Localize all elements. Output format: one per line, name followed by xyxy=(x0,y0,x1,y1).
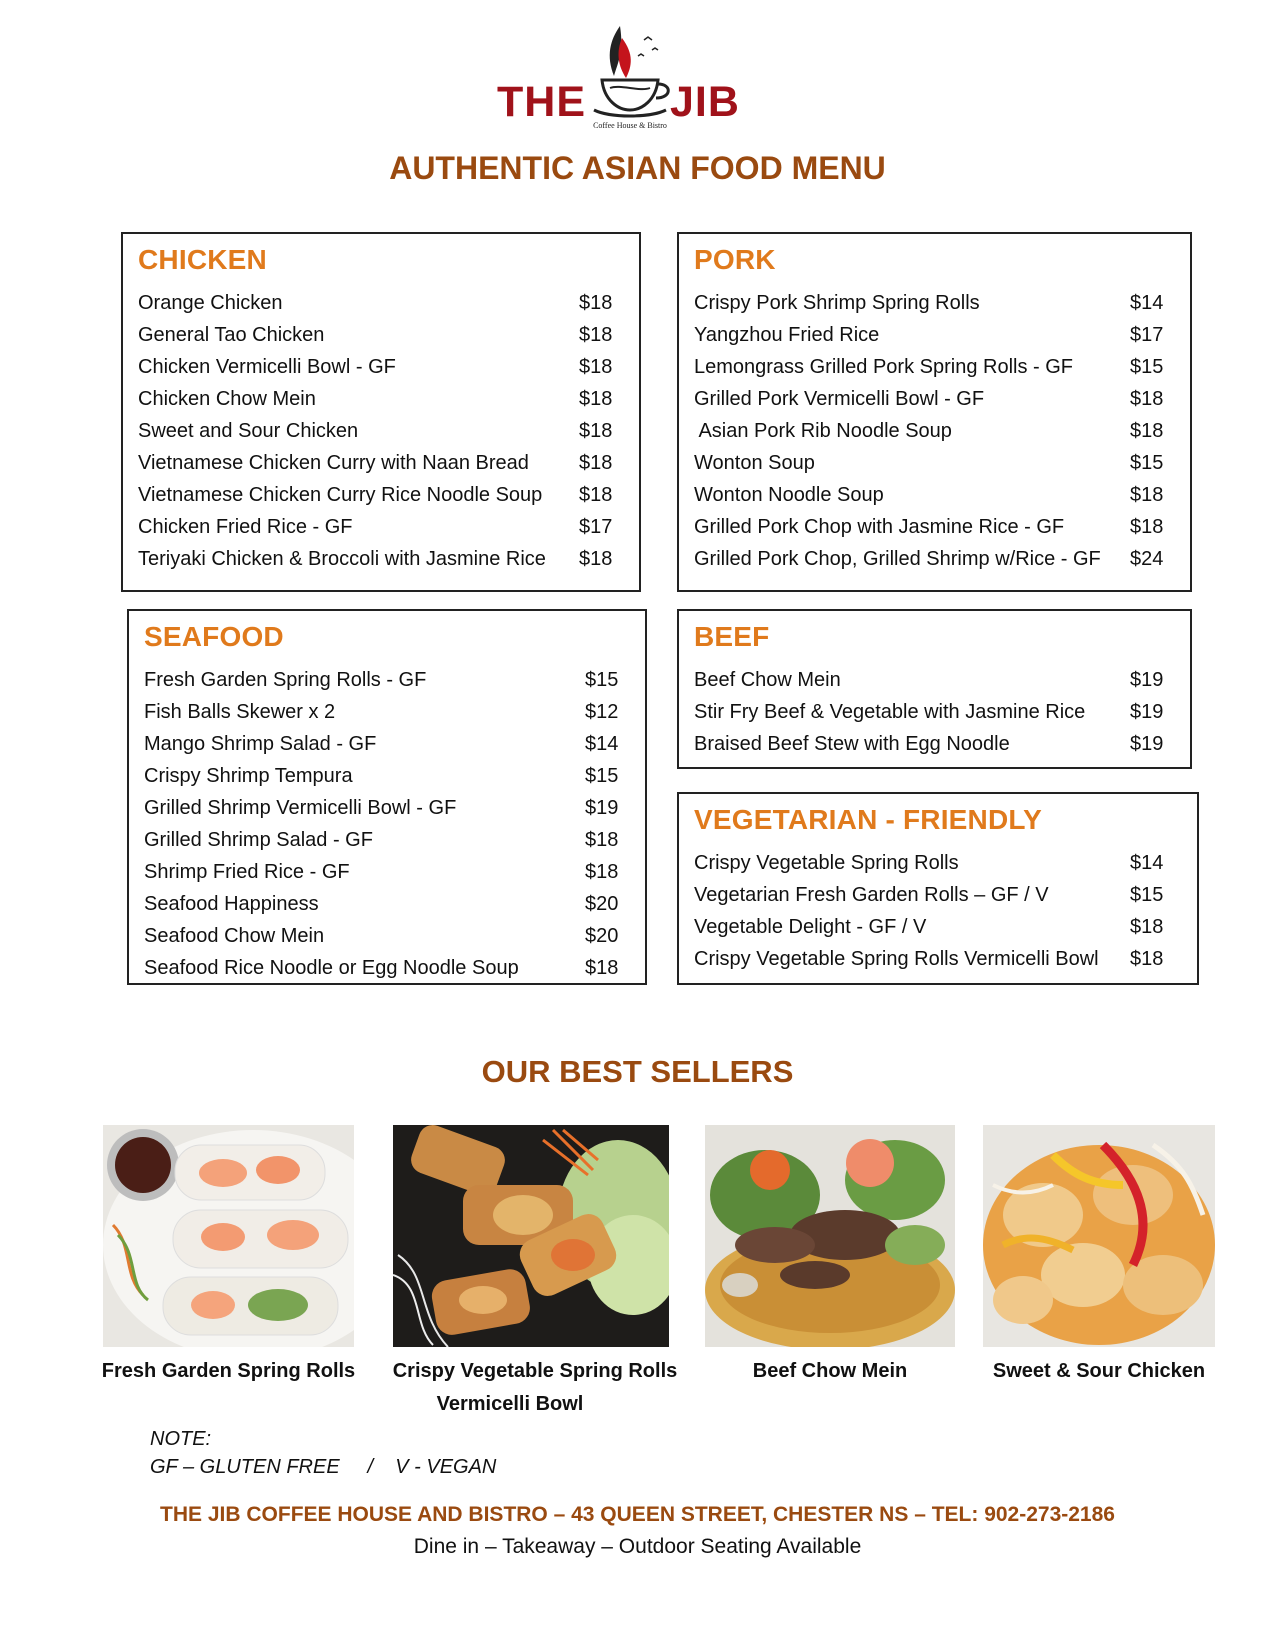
item-price: $14 xyxy=(1130,291,1164,314)
item-name: Braised Beef Stew with Egg Noodle xyxy=(694,732,1010,755)
menu-item xyxy=(144,696,625,728)
footer-address: THE JIB COFFEE HOUSE AND BISTRO – 43 QUEEN STREET, CHESTER NS – TEL: 902-273-2186 xyxy=(160,1503,1115,1526)
pork-section xyxy=(677,232,1192,592)
item-name: Crispy Vegetable Spring Rolls Vermicelli Bowl xyxy=(694,947,1099,970)
menu-item xyxy=(138,319,619,351)
item-name: Grilled Shrimp Salad - GF xyxy=(144,828,373,851)
beef-section xyxy=(677,609,1192,769)
menu-item xyxy=(694,879,1170,911)
menu-item xyxy=(138,383,619,415)
menu-item xyxy=(138,287,619,319)
logo xyxy=(480,18,780,136)
caption-text: Beef Chow Mein xyxy=(752,1360,908,1382)
item-price: $14 xyxy=(1130,851,1164,874)
caption-text: Fresh Garden Spring Rolls xyxy=(101,1360,356,1382)
menu-item xyxy=(144,824,625,856)
menu-list xyxy=(138,287,619,575)
menu-item xyxy=(144,856,625,888)
logo-tagline: Coffee House & Bistro xyxy=(593,121,667,130)
item-name: Asian Pork Rib Noodle Soup xyxy=(694,419,952,442)
section-heading: PORK xyxy=(694,244,776,275)
menu-item xyxy=(694,911,1170,943)
caption-line: Vermicelli Bowl xyxy=(436,1393,584,1415)
section-heading: SEAFOOD xyxy=(144,621,284,652)
item-name: Fish Balls Skewer x 2 xyxy=(144,700,336,723)
item-name: Crispy Shrimp Tempura xyxy=(144,764,353,787)
item-price: $17 xyxy=(1130,323,1164,346)
menu-item xyxy=(138,511,619,543)
item-name: Chicken Chow Mein xyxy=(138,387,316,410)
item-name: Shrimp Fried Rice - GF xyxy=(144,860,350,883)
menu-item xyxy=(144,920,625,952)
caption-text: Sweet & Sour Chicken xyxy=(992,1360,1206,1382)
item-name: Grilled Pork Vermicelli Bowl - GF xyxy=(694,387,985,410)
item-name: Crispy Pork Shrimp Spring Rolls xyxy=(694,291,980,314)
menu-item xyxy=(694,847,1170,879)
caption-line: Crispy Vegetable Spring Rolls xyxy=(392,1360,678,1382)
item-price: $18 xyxy=(579,547,613,570)
item-price: $18 xyxy=(1130,915,1164,938)
item-name: Crispy Vegetable Spring Rolls xyxy=(694,851,959,874)
photo-fresh-garden-spring-rolls xyxy=(103,1125,354,1347)
photo-crispy-vegetable-spring-rolls-bowl xyxy=(393,1125,669,1347)
item-price: $18 xyxy=(579,387,613,410)
note xyxy=(150,1425,496,1481)
item-price: $18 xyxy=(579,483,613,506)
item-name: Fresh Garden Spring Rolls - GF xyxy=(144,668,427,691)
chicken-section xyxy=(121,232,641,592)
menu-item xyxy=(138,415,619,447)
item-name: Beef Chow Mein xyxy=(694,668,841,691)
menu-item xyxy=(694,287,1170,319)
caption-fresh-garden-spring-rolls xyxy=(93,1355,364,1388)
item-price: $15 xyxy=(585,668,619,691)
menu-item xyxy=(138,447,619,479)
item-name: Grilled Pork Chop, Grilled Shrimp w/Rice - GF xyxy=(694,547,1101,570)
menu-item xyxy=(144,792,625,824)
item-name: Vietnamese Chicken Curry Rice Noodle Soup xyxy=(138,483,543,506)
menu-item xyxy=(144,664,625,696)
vegetarian-section xyxy=(677,792,1199,985)
menu-item xyxy=(694,351,1170,383)
item-price: $18 xyxy=(579,419,613,442)
item-name: Teriyaki Chicken & Broccoli with Jasmine Rice xyxy=(138,547,546,570)
menu-item xyxy=(138,479,619,511)
section-heading: CHICKEN xyxy=(138,244,267,275)
note-label: NOTE: xyxy=(150,1428,212,1450)
item-price: $17 xyxy=(579,515,613,538)
menu-item xyxy=(694,943,1170,975)
item-name: Vegetable Delight - GF / V xyxy=(694,915,927,938)
item-name: Seafood Happiness xyxy=(144,892,319,915)
item-name: Stir Fry Beef & Vegetable with Jasmine Rice xyxy=(694,700,1086,723)
item-price: $15 xyxy=(1130,883,1164,906)
menu-list xyxy=(144,664,625,984)
logo-word-left: THE xyxy=(497,78,586,126)
menu-list xyxy=(694,664,1170,760)
caption-crispy-vegetable-spring-rolls xyxy=(370,1355,700,1421)
item-price: $18 xyxy=(1130,515,1164,538)
item-price: $12 xyxy=(585,700,619,723)
menu-item xyxy=(694,664,1170,696)
item-price: $24 xyxy=(1130,547,1164,570)
item-name: Grilled Pork Chop with Jasmine Rice - GF xyxy=(694,515,1065,538)
item-price: $15 xyxy=(1130,355,1164,378)
item-price: $19 xyxy=(1130,732,1164,755)
item-price: $18 xyxy=(1130,419,1164,442)
menu-item xyxy=(138,543,619,575)
item-price: $19 xyxy=(1130,700,1164,723)
item-price: $18 xyxy=(579,291,613,314)
item-price: $15 xyxy=(585,764,619,787)
section-heading: VEGETARIAN - FRIENDLY xyxy=(694,804,1043,835)
section-heading: BEEF xyxy=(694,621,770,652)
item-name: Mango Shrimp Salad - GF xyxy=(144,732,377,755)
item-price: $18 xyxy=(579,355,613,378)
menu-item xyxy=(694,479,1170,511)
item-name: Sweet and Sour Chicken xyxy=(138,419,359,442)
item-name: Vietnamese Chicken Curry with Naan Bread xyxy=(138,451,529,474)
menu-item xyxy=(138,351,619,383)
item-name: Lemongrass Grilled Pork Spring Rolls - GF xyxy=(694,355,1074,378)
menu-item xyxy=(694,383,1170,415)
item-name: Orange Chicken xyxy=(138,291,283,314)
item-name: Yangzhou Fried Rice xyxy=(694,323,880,346)
photo-beef-chow-mein xyxy=(705,1125,955,1347)
item-name: Chicken Fried Rice - GF xyxy=(138,515,353,538)
menu-item xyxy=(694,728,1170,760)
item-price: $14 xyxy=(585,732,619,755)
item-price: $15 xyxy=(1130,451,1164,474)
item-price: $18 xyxy=(1130,947,1164,970)
item-price: $18 xyxy=(1130,483,1164,506)
item-name: Wonton Noodle Soup xyxy=(694,483,884,506)
best-sellers-heading: OUR BEST SELLERS xyxy=(481,1054,794,1089)
menu-list xyxy=(694,847,1170,975)
caption-beef-chow-mein xyxy=(705,1355,955,1388)
item-name: Seafood Chow Mein xyxy=(144,924,325,947)
item-name: General Tao Chicken xyxy=(138,323,325,346)
menu-item xyxy=(694,696,1170,728)
item-price: $18 xyxy=(579,451,613,474)
seafood-section xyxy=(127,609,647,985)
menu-item xyxy=(694,447,1170,479)
item-price: $18 xyxy=(579,323,613,346)
item-name: Vegetarian Fresh Garden Rolls – GF / V xyxy=(694,883,1049,906)
item-price: $20 xyxy=(585,924,619,947)
menu-item xyxy=(144,760,625,792)
item-price: $20 xyxy=(585,892,619,915)
menu-item xyxy=(144,952,625,984)
item-name: Grilled Shrimp Vermicelli Bowl - GF xyxy=(144,796,457,819)
item-name: Seafood Rice Noodle or Egg Noodle Soup xyxy=(144,956,519,979)
menu-title: AUTHENTIC ASIAN FOOD MENU xyxy=(389,150,886,186)
item-price: $19 xyxy=(585,796,619,819)
item-price: $18 xyxy=(585,956,619,979)
item-name: Wonton Soup xyxy=(694,451,815,474)
footer-services: Dine in – Takeaway – Outdoor Seating Available xyxy=(413,1535,862,1558)
note-text: GF – GLUTEN FREE / V - VEGAN xyxy=(150,1456,497,1478)
menu-item xyxy=(144,888,625,920)
caption-sweet-and-sour-chicken xyxy=(975,1355,1223,1388)
menu-item xyxy=(694,319,1170,351)
item-price: $18 xyxy=(585,828,619,851)
item-price: $19 xyxy=(1130,668,1164,691)
menu-item xyxy=(694,415,1170,447)
menu-item xyxy=(694,543,1170,575)
menu-list xyxy=(694,287,1170,575)
item-price: $18 xyxy=(585,860,619,883)
coffee-cup-flame-icon xyxy=(580,18,680,118)
logo-word-right: JIB xyxy=(670,78,740,126)
item-price: $18 xyxy=(1130,387,1164,410)
menu-item xyxy=(694,511,1170,543)
photo-sweet-and-sour-chicken xyxy=(983,1125,1215,1347)
item-name: Chicken Vermicelli Bowl - GF xyxy=(138,355,396,378)
menu-item xyxy=(144,728,625,760)
